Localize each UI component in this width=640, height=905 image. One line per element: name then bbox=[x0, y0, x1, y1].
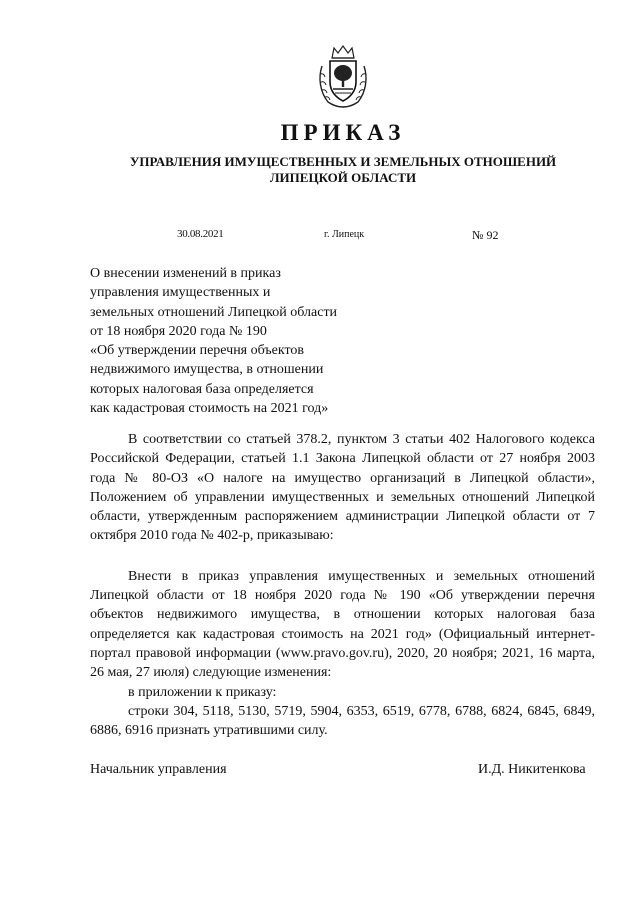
order-subject bbox=[90, 264, 380, 418]
coat-of-arms-emblem bbox=[316, 44, 370, 110]
subject-line: недвижимого имущества, в отношении bbox=[90, 362, 324, 378]
subject-line: как кадастровая стоимость на 2021 год» bbox=[90, 401, 329, 417]
organization-line-2: ЛИПЕЦКОЙ ОБЛАСТИ bbox=[269, 170, 417, 185]
subject-line: «Об утверждении перечня объектов bbox=[90, 343, 305, 359]
order-number: № 92 bbox=[472, 228, 499, 242]
subject-line: О внесении изменений в приказ bbox=[90, 266, 281, 281]
subject-line: земельных отношений Липецкой области bbox=[90, 304, 338, 320]
subject-line: от 18 ноября 2020 года № 190 bbox=[90, 323, 267, 339]
organization-line-1: УПРАВЛЕНИЯ ИМУЩЕСТВЕННЫХ И ЗЕМЕЛЬНЫХ ОТНОШЕНИЙ bbox=[129, 154, 557, 169]
signer-name: И.Д. Никитенкова bbox=[478, 762, 586, 777]
document-title: ПРИКАЗ bbox=[280, 120, 406, 145]
preamble-paragraph: В соответствии со статьей 378.2, пунктом 3 статьи 402 Налогового кодекса Российской Федерации, статьей 1.1 Закона Липецкой области от 27 ноября 2003 года № 80-ОЗ «О налоге на имущество организаций в Липецкой области», Положением об управлении имущественных и земельных отношений Липецкой области, утвержденным распоряжением администрации Липецкой области от 7 октября 2010 года № 402-р, приказываю: bbox=[90, 432, 595, 544]
subject-line: которых налоговая база определяется bbox=[90, 381, 314, 397]
directive-paragraph: Внести в приказ управления имущественных и земельных отношений Липецкой области от 18 ноября 2020 года № 190 «Об утверждении перечня объектов недвижимого имущества, в отношении которых налоговая база определяется как кадастровая стоимость на 2021 год» (Официальный интернет-портал правовой информации (www.pravo.gov.ru), 2020, 20 ноября; 2021, 16 марта, 26 мая, 27 июля) следующие изменения: bbox=[90, 568, 595, 681]
order-date: 30.08.2021 bbox=[177, 228, 224, 240]
issuing-organization bbox=[0, 154, 640, 186]
subject-line: управления имущественных и bbox=[90, 285, 271, 301]
rows-paragraph: строки 304, 5118, 5130, 5719, 5904, 6353, 6519, 6778, 6788, 6824, 6845, 6849, 6886, 6916 признать утратившими силу. bbox=[90, 703, 595, 739]
order-body bbox=[90, 430, 595, 740]
appendix-paragraph: в приложении к приказу: bbox=[128, 684, 277, 700]
signer-position: Начальник управления bbox=[90, 762, 227, 777]
lipetsk-coat-of-arms-icon bbox=[316, 44, 370, 110]
order-city: г. Липецк bbox=[324, 229, 365, 240]
